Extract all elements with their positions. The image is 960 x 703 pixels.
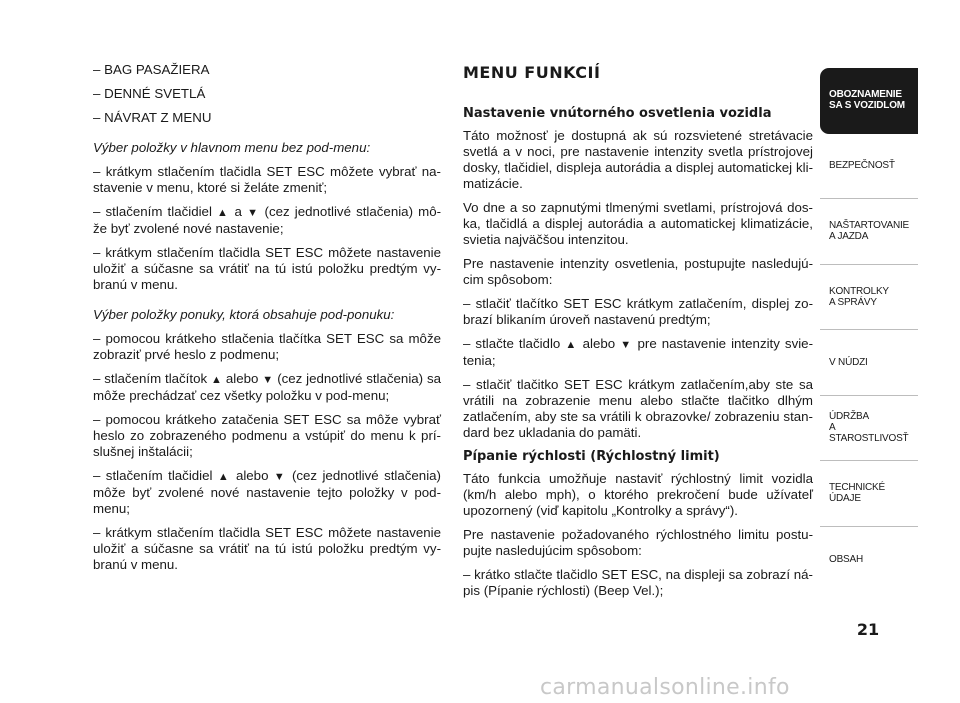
section-heading: Výber položky v hlavnom menu bez pod-menu:	[93, 140, 371, 155]
tab-nastartovanie[interactable]: NAŠTARTOVANIE A JAZDA	[820, 199, 918, 265]
up-arrow-icon: ▲	[217, 207, 230, 219]
section-heading: Výber položky ponuky, ktorá obsahuje pod-ponuku:	[93, 307, 395, 322]
down-arrow-icon: ▼	[262, 374, 274, 386]
left-column	[93, 62, 441, 581]
chapter-tabs	[820, 68, 918, 592]
up-arrow-icon: ▲	[210, 374, 223, 386]
down-arrow-icon: ▼	[620, 339, 633, 351]
list-item: – DENNÉ SVETLÁ	[93, 86, 206, 101]
down-arrow-icon: ▼	[247, 207, 260, 219]
tab-obsah[interactable]: OBSAH	[829, 553, 864, 565]
paragraph: – stlačením tlačidiel ▲ alebo ▼ (cez jednotlivé stlačenia) môže byť zvolené nové nastavenie tejto položky v pod- menu;	[93, 468, 441, 516]
paragraph: – krátkym stlačením tlačidla SET ESC môžete nastavenie uložiť a súčasne sa vrátiť na tú istú položku predtým vy- branú v menu.	[93, 525, 441, 572]
tab-bezpecnost[interactable]: BEZPEČNOSŤ	[820, 134, 918, 200]
paragraph: – krátkym stlačením tlačidla SET ESC môžete vybrať na- stavenie v menu, ktoré si želáte zmeniť;	[93, 164, 441, 195]
right-column	[463, 62, 813, 607]
paragraph: – stlačením tlačítok ▲ alebo ▼ (cez jednotlivé stlačenia) sa môže prechádzať cez všetky položku v pod-menu;	[93, 371, 442, 403]
paragraph: – stlačiť tlačitko SET ESC krátkym zatlačením,aby ste sa vrátili na zobrazenie menu alebo stlačte tlačitko dlhým zatlačením, aby ste sa vrátili k obrazovke/ zobrazeniu stan- dard bez ukladania do pamäti.	[463, 377, 813, 440]
paragraph: Pre nastavenie požadovaného rýchlostného limitu postu- pujte nasledujúcim spôsobom:	[463, 527, 813, 558]
up-arrow-icon: ▲	[217, 471, 231, 483]
paragraph: – stlačením tlačidiel ▲ a ▼ (cez jednotlivé stlačenia) mô- že byť zvolené nové nastavenie;	[93, 204, 442, 236]
section-title: Nastavenie vnútorného osvetlenia vozidla	[463, 106, 772, 121]
paragraph: – stlačiť tlačítko SET ESC krátkym zatlačením, displej zo- brazí blikaním úroveň nastavenú predtým;	[463, 296, 813, 327]
paragraph: Táto funkcia umožňuje nastaviť rýchlostný limit vozidla (km/h alebo mph), o ktorého prekročení bude užívateľ upozornený (viď kapitolu „Kontrolky a správy“).	[463, 471, 813, 518]
tab-oboznamenie[interactable]: OBOZNAMENIE SA S VOZIDLOM	[820, 68, 918, 134]
down-arrow-icon: ▼	[273, 471, 287, 483]
page-title: MENU FUNKCIÍ	[463, 63, 601, 82]
paragraph: Vo dne a so zapnutými tlmenými svetlami, prístrojová dos- ka, tlačidlá a displej autorádia a automatickej klimatizácie, svietia najväčšou intenzitou.	[463, 200, 813, 247]
paragraph: Táto možnosť je dostupná ak sú rozsvietené stretávacie svetlá a v noci, pre nastavenie intenzity svetla prístrojovej dosky, tlačidiel, displeja autorádia a displej automatickej kli- matizácie.	[463, 128, 813, 191]
paragraph: – pomocou krátkeho stlačenia tlačítka SET ESC sa môže zobraziť prvé heslo z podmenu;	[93, 331, 441, 362]
tab-udrzba[interactable]: ÚDRŽBA A STAROSTLIVOSŤ	[820, 396, 918, 462]
up-arrow-icon: ▲	[565, 339, 578, 351]
tab-technicke-udaje[interactable]: TECHNICKÉ ÚDAJE	[820, 461, 918, 527]
watermark: carmanualsonline.info	[540, 675, 790, 700]
paragraph: – stlačte tlačidlo ▲ alebo ▼ pre nastavenie intenzity svie- tenia;	[463, 336, 813, 368]
page-number: 21	[856, 620, 880, 639]
list-item: – NÁVRAT Z MENU	[93, 110, 212, 125]
tab-kontrolky[interactable]: KONTROLKY A SPRÁVY	[820, 265, 918, 331]
paragraph: Pre nastavenie intenzity osvetlenia, postupujte nasledujú- cim spôsobom:	[463, 256, 813, 287]
list-item: – BAG PASAŽIERA	[93, 62, 210, 77]
paragraph: – krátkym stlačením tlačidla SET ESC môžete nastavenie uložiť a súčasne sa vrátiť na tú istú položku predtým vy- branú v menu.	[93, 245, 441, 292]
paragraph: – krátko stlačte tlačidlo SET ESC, na displeji sa zobrazí ná- pis (Pípanie rýchlosti) (Beep Vel.);	[463, 567, 813, 598]
section-title: Pípanie rýchlosti (Rýchlostný limit)	[463, 449, 720, 464]
tab-v-nudzi[interactable]: V NÚDZI	[820, 330, 918, 396]
paragraph: – pomocou krátkeho zatačenia SET ESC sa môže vybrať heslo zo zobrazeného podmenu a vstúpiť do menu k prí- slušnej inštalácii;	[93, 412, 441, 459]
